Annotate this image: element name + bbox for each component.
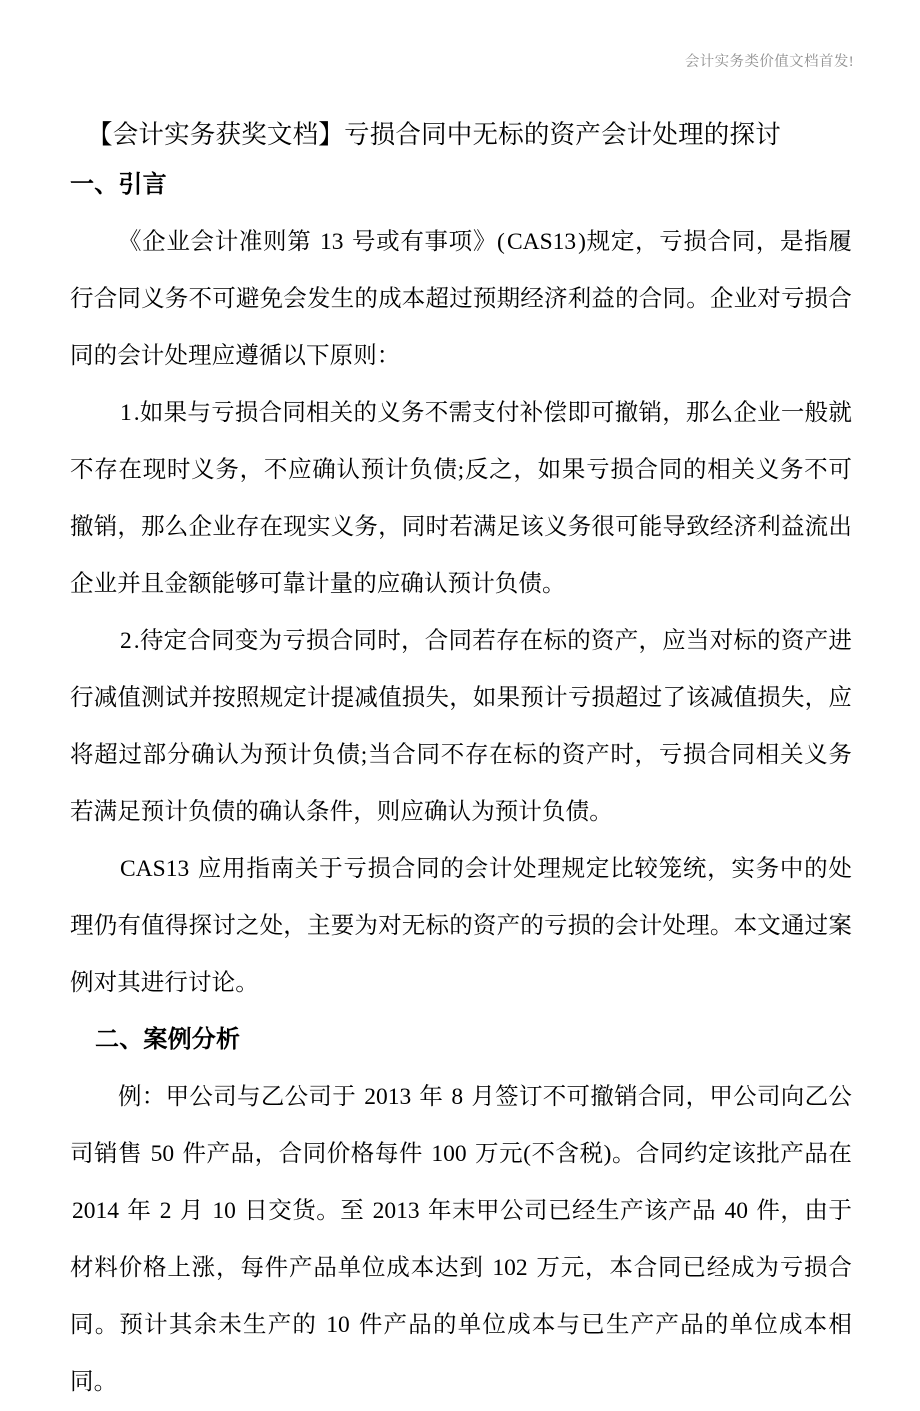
page-title: 【会计实务获奖文档】亏损合同中无标的资产会计处理的探讨 <box>87 120 781 149</box>
section-heading-case-analysis: 二、案例分析 <box>95 1027 241 1053</box>
paragraph-case-example: 例：甲公司与乙公司于 2013 年 8 月签订不可撤销合同，甲公司向乙公司销售 50 件产品，合同价格每件 100 万元(不含税)。合同约定该批产品在 2014 年 2 月 10 日交货。至 2013 年末甲公司已经生产该产品 40 件，由于材料价格上涨，每件产品单位成本达到 102 万元，本合同已经成为亏损合同。预计其余未生产的 10 件产品的单位成本与已生产产品的单位成本相同。 <box>70 1084 853 1395</box>
section-heading-introduction: 一、引言 <box>70 172 167 198</box>
paragraph-cas13-guidance: CAS13 应用指南关于亏损合同的会计处理规定比较笼统，实务中的处理仍有值得探讨之处，主要为对无标的资产的亏损的会计处理。本文通过案例对其进行讨论。 <box>70 856 852 996</box>
document-body <box>70 113 852 1411</box>
paragraph-principle-2: 2.待定合同变为亏损合同时，合同若存在标的资产，应当对标的资产进行减值测试并按照规定计提减值损失，如果预计亏损超过了该减值损失，应将超过部分确认为预计负债;当合同不存在标的资产时，亏损合同相关义务若满足预计负债的确认条件，则应确认为预计负债。 <box>70 628 852 825</box>
page-header <box>0 52 920 72</box>
paragraph-cas13-definition: 《企业会计准则第 13 号或有事项》(CAS13)规定，亏损合同，是指履行合同义务不可避免会发生的成本超过预期经济利益的合同。企业对亏损合同的会计处理应遵循以下原则： <box>70 229 852 369</box>
header-watermark-text: 会计实务类价值文档首发! <box>684 54 854 70</box>
paragraph-principle-1: 1.如果与亏损合同相关的义务不需支付补偿即可撤销，那么企业一般就不存在现时义务，不应确认预计负债;反之，如果亏损合同的相关义务不可撤销，那么企业存在现实义务，同时若满足该义务很可能导致经济利益流出企业并且金额能够可靠计量的应确认预计负债。 <box>70 400 852 597</box>
